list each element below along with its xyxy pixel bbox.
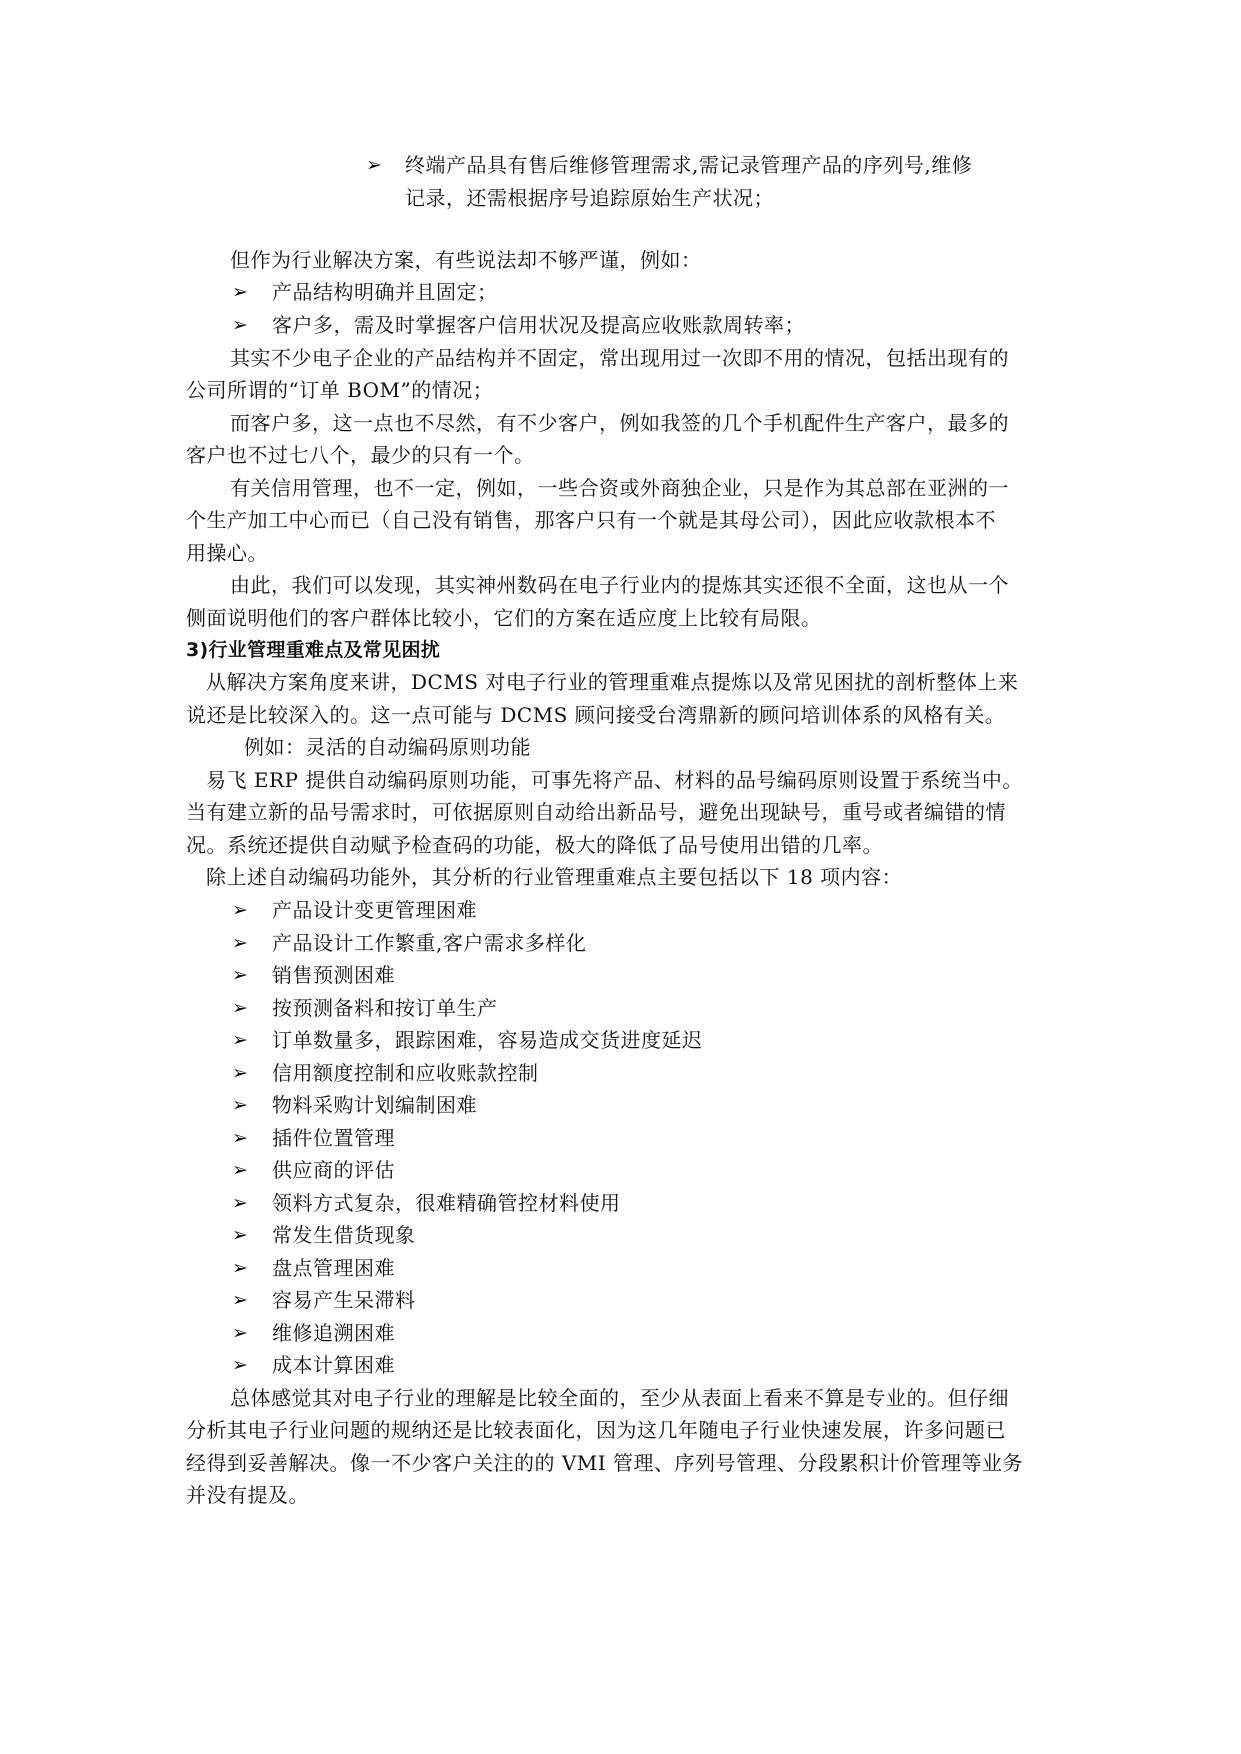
pain-point-item: 容易产生呆滞料 — [272, 1288, 416, 1312]
paragraph-2-line-2: 客户也不过七八个，最少的只有一个。 — [186, 443, 535, 467]
pain-point-item: 订单数量多，跟踪困难，容易造成交货进度延迟 — [272, 1028, 703, 1052]
pain-point-item: 盘点管理困难 — [272, 1256, 395, 1280]
bullet-arrow-icon: ➢ — [232, 1224, 248, 1246]
bullet-arrow-icon: ➢ — [232, 1094, 248, 1116]
bullet-arrow-icon: ➢ — [232, 1354, 248, 1376]
bullet-arrow-icon: ➢ — [232, 1192, 248, 1214]
pain-point-item: 常发生借货现象 — [272, 1223, 416, 1247]
paragraph-3-line-3: 用操心。 — [186, 541, 268, 565]
paragraph-2-line-1: 而客户多，这一点也不尽然，有不少客户，例如我签的几个手机配件生产客户，最多的 — [230, 411, 1009, 435]
paragraph-1-line-1: 其实不少电子企业的产品结构并不固定，常出现用过一次即不用的情况，包括出现有的 — [230, 346, 1009, 370]
paragraph-4-line-2: 侧面说明他们的客户群体比较小，它们的方案在适应度上比较有局限。 — [186, 606, 822, 630]
bullet-arrow-icon: ➢ — [232, 1029, 248, 1051]
paragraph-5-line-2: 说还是比较深入的。这一点可能与 DCMS 顾问接受台湾鼎新的顾问培训体系的风格有关。 — [186, 703, 1006, 727]
paragraph-3-line-1: 有关信用管理，也不一定，例如，一些合资或外商独企业，只是作为其总部在亚洲的一 — [230, 476, 1009, 500]
pain-point-item: 供应商的评估 — [272, 1158, 395, 1182]
paragraph-3-line-2: 个生产加工中心而已（自己没有销售，那客户只有一个就是其母公司），因此应收款根本不 — [186, 508, 996, 532]
top-bullet-line-1: 终端产品具有售后维修管理需求,需记录管理产品的序列号,维修 — [405, 153, 973, 177]
bullet-arrow-icon: ➢ — [232, 964, 248, 986]
conclusion-line-2: 分析其电子行业问题的规纳还是比较表面化，因为这几年随电子行业快速发展，许多问题已 — [186, 1418, 1006, 1442]
pain-point-item: 物料采购计划编制困难 — [272, 1093, 477, 1117]
top-bullet-line-2: 记录，还需根据序号追踪原始生产状况； — [405, 186, 774, 210]
intro-paragraph: 但作为行业解决方案，有些说法却不够严谨，例如： — [230, 248, 702, 272]
bullet-arrow-icon: ➢ — [232, 997, 248, 1019]
pain-point-item: 销售预测困难 — [272, 963, 395, 987]
bullet-arrow-icon: ➢ — [232, 1257, 248, 1279]
example-item: 产品结构明确并且固定； — [272, 280, 498, 304]
conclusion-line-1: 总体感觉其对电子行业的理解是比较全面的，至少从表面上看来不算是专业的。但仔细 — [230, 1386, 1009, 1410]
paragraph-5-line-1: 从解决方案角度来讲，DCMS 对电子行业的管理重难点提炼以及常见困扰的剖析整体上来 — [206, 670, 1019, 694]
bullet-arrow-icon: ➢ — [232, 899, 248, 921]
example-item: 客户多，需及时掌握客户信用状况及提高应收账款周转率； — [272, 313, 805, 337]
paragraph-6-line-3: 况。系统还提供自动赋予检查码的功能，极大的降低了品号使用出错的几率。 — [186, 833, 883, 857]
section-heading: 3)行业管理重难点及常见困扰 — [186, 639, 441, 661]
bullet-arrow-icon: ➢ — [232, 1322, 248, 1344]
paragraph-6-line-2: 当有建立新的品号需求时，可依据原则自动给出新品号，避免出现缺号，重号或者编错的情 — [186, 800, 1006, 824]
pain-point-item: 产品设计工作繁重,客户需求多样化 — [272, 931, 587, 955]
paragraph-4-line-1: 由此，我们可以发现，其实神州数码在电子行业内的提炼其实还很不全面，这也从一个 — [230, 573, 1009, 597]
paragraph-6-line-1: 易飞 ERP 提供自动编码原则功能，可事先将产品、材料的品号编码原则设置于系统当中。 — [206, 768, 1023, 792]
pain-point-item: 信用额度控制和应收账款控制 — [272, 1061, 539, 1085]
conclusion-line-3: 经得到妥善解决。像一不少客户关注的的 VMI 管理、序列号管理、分段累积计价管理等业务 — [186, 1451, 1024, 1475]
pain-point-item: 成本计算困难 — [272, 1353, 395, 1377]
pain-point-item: 插件位置管理 — [272, 1126, 395, 1150]
pain-point-item: 产品设计变更管理困难 — [272, 898, 477, 922]
paragraph-7: 除上述自动编码功能外，其分析的行业管理重难点主要包括以下 18 项内容： — [206, 865, 903, 889]
example-heading: 例如：灵活的自动编码原则功能 — [244, 735, 531, 759]
pain-point-item: 领料方式复杂，很难精确管控材料使用 — [272, 1191, 621, 1215]
bullet-arrow-icon: ➢ — [232, 281, 248, 303]
bullet-arrow-icon: ➢ — [232, 1289, 248, 1311]
paragraph-1-line-2: 公司所谓的“订单 BOM”的情况； — [186, 378, 494, 402]
bullet-arrow-icon: ➢ — [366, 154, 382, 176]
bullet-arrow-icon: ➢ — [232, 932, 248, 954]
bullet-arrow-icon: ➢ — [232, 1062, 248, 1084]
bullet-arrow-icon: ➢ — [232, 1127, 248, 1149]
pain-point-item: 维修追溯困难 — [272, 1321, 395, 1345]
bullet-arrow-icon: ➢ — [232, 314, 248, 336]
pain-point-item: 按预测备料和按订单生产 — [272, 996, 498, 1020]
conclusion-line-4: 并没有提及。 — [186, 1483, 309, 1507]
bullet-arrow-icon: ➢ — [232, 1159, 248, 1181]
